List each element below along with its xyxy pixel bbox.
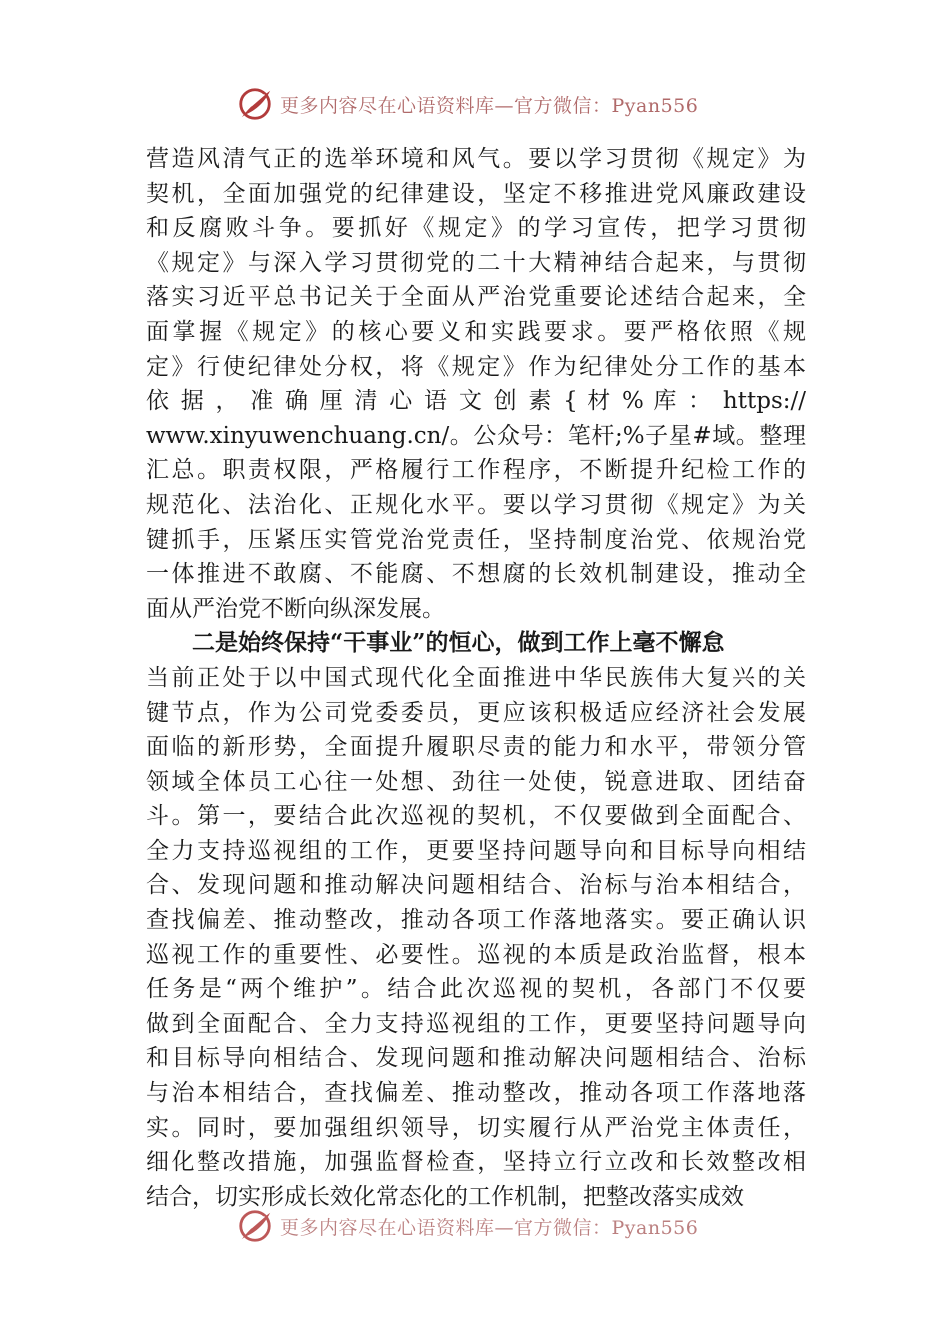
text-line: 与治本相结合，查找偏差、推动整改，推动各项工作落地落 — [146, 1080, 806, 1107]
text-line: 和目标导向相结合、发现问题和推动解决问题相结合、治标 — [146, 1045, 806, 1072]
paragraph — [146, 661, 806, 1215]
text-line: 实。同时，要加强组织领导，切实履行从严治党主体责任， — [146, 1114, 806, 1141]
text-line: 面掌握《规定》的核心要义和实践要求。要严格依照《规 — [146, 318, 806, 345]
watermark-header — [236, 84, 698, 124]
text-line: 结合，切实形成长效化常态化的工作机制，把整改落实成效 — [146, 1183, 744, 1210]
section-heading — [146, 626, 806, 661]
quill-logo-icon — [236, 1207, 274, 1245]
text-line: 面临的新形势，全面提升履职尽责的能力和水平，带领分管 — [146, 734, 806, 761]
paragraph — [146, 142, 806, 626]
text-line: 任务是“两个维护”。结合此次巡视的契机，各部门不仅要 — [146, 976, 806, 1003]
text-line: 合、发现问题和推动解决问题相结合、治标与治本相结合， — [146, 872, 806, 899]
text-line: 查找偏差、推动整改，推动各项工作落地落实。要正确认识 — [146, 907, 806, 934]
watermark-text: 更多内容尽在心语资料库—官方微信：Pyan556 — [280, 1216, 699, 1239]
text-line: 做到全面配合、全力支持巡视组的工作，更要坚持问题导向 — [146, 1010, 806, 1037]
text-line: 营造风清气正的选举环境和风气。要以学习贯彻《规定》为 — [146, 146, 806, 172]
text-line: 落实习近平总书记关于全面从严治党重要论述结合起来，全 — [146, 284, 806, 311]
document-body — [146, 142, 806, 1214]
text-line: 依 据 ， 准 确 厘 清 心 语 文 创 素 { 材 % 库 ： https:// — [146, 388, 806, 415]
text-line: 《规定》与深入学习贯彻党的二十大精神结合起来，与贯彻 — [146, 249, 806, 276]
watermark-footer — [236, 1206, 698, 1246]
text-line: 和反腐败斗争。要抓好《规定》的学习宣传，把学习贯彻 — [146, 215, 806, 242]
text-line: 巡视工作的重要性、必要性。巡视的本质是政治监督，根本 — [146, 941, 806, 968]
text-line: 面从严治党不断向纵深发展。 — [146, 595, 445, 622]
text-line: 全力支持巡视组的工作，更要坚持问题导向和目标导向相结 — [146, 837, 806, 864]
text-line: 规范化、法治化、正规化水平。要以学习贯彻《规定》为关 — [146, 491, 806, 518]
text-line: 键抓手，压紧压实管党治党责任，坚持制度治党、依规治党 — [146, 526, 806, 553]
quill-logo-icon — [236, 85, 274, 123]
text-line: 定》行使纪律处分权，将《规定》作为纪律处分工作的基本 — [146, 353, 806, 380]
text-line: 二是始终保持“干事业”的恒心，做到工作上毫不懈怠 — [192, 629, 725, 657]
watermark-text: 更多内容尽在心语资料库—官方微信：Pyan556 — [280, 94, 699, 117]
text-line: 契机，全面加强党的纪律建设，坚定不移推进党风廉政建设 — [146, 180, 806, 207]
text-line: 汇总。职责权限，严格履行工作程序，不断提升纪检工作的 — [146, 457, 806, 484]
text-line: www.xinyuwenchuang.cn/。公众号：笔杆;%子星#域。整理 — [146, 422, 806, 449]
text-line: 当前正处于以中国式现代化全面推进中华民族伟大复兴的关 — [146, 664, 806, 691]
text-line: 键节点，作为公司党委委员，更应该积极适应经济社会发展 — [146, 699, 806, 726]
text-line: 领域全体员工心往一处想、劲往一处使，锐意进取、团结奋 — [146, 768, 806, 795]
text-line: 一体推进不敢腐、不能腐、不想腐的长效机制建设，推动全 — [146, 561, 806, 588]
text-line: 斗。第一，要结合此次巡视的契机，不仅要做到全面配合、 — [146, 803, 806, 830]
text-line: 细化整改措施，加强监督检查，坚持立行立改和长效整改相 — [146, 1149, 806, 1176]
